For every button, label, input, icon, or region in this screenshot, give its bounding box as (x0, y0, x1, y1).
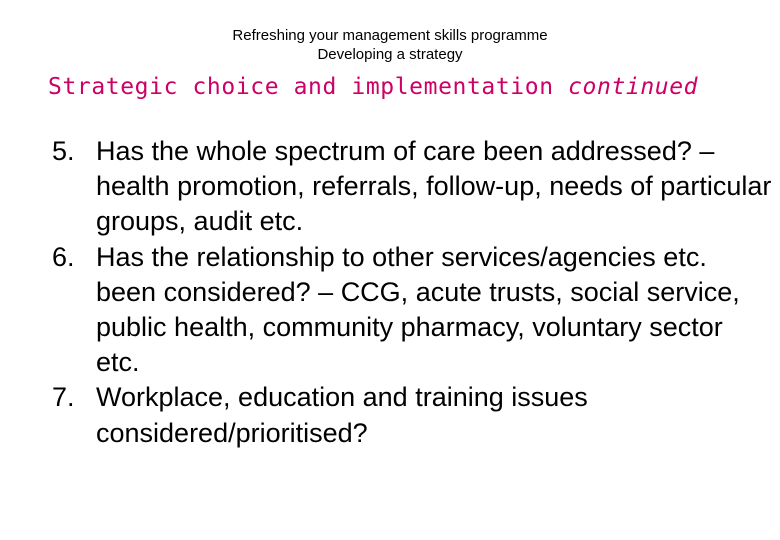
list-item (52, 380, 772, 450)
list-item-text: Has the whole spectrum of care been addressed? – health promotion, referrals, follow-up, needs of particular groups, audit etc. (96, 136, 772, 237)
list-item-number: 6. (52, 241, 75, 272)
section-subtitle: Developing a strategy (317, 46, 463, 63)
question-list (52, 134, 772, 451)
list-item-number: 7. (52, 382, 75, 413)
slide-header (0, 26, 780, 64)
list-item-number: 5. (52, 136, 75, 166)
slide-title-emphasis: continued (568, 74, 699, 100)
programme-title: Refreshing your management skills programme (232, 27, 548, 44)
list-item (52, 240, 772, 381)
slide-title (48, 70, 698, 104)
slide-title-main: Strategic choice and implementation (48, 74, 554, 100)
list-item-text: Workplace, education and training issues considered/prioritised? (96, 382, 588, 448)
list-item-text: Has the relationship to other services/agencies etc. been considered? – CCG, acute trusts, social service, public health, community pharmacy, voluntary sector etc. (96, 241, 740, 378)
list-item (52, 134, 772, 240)
